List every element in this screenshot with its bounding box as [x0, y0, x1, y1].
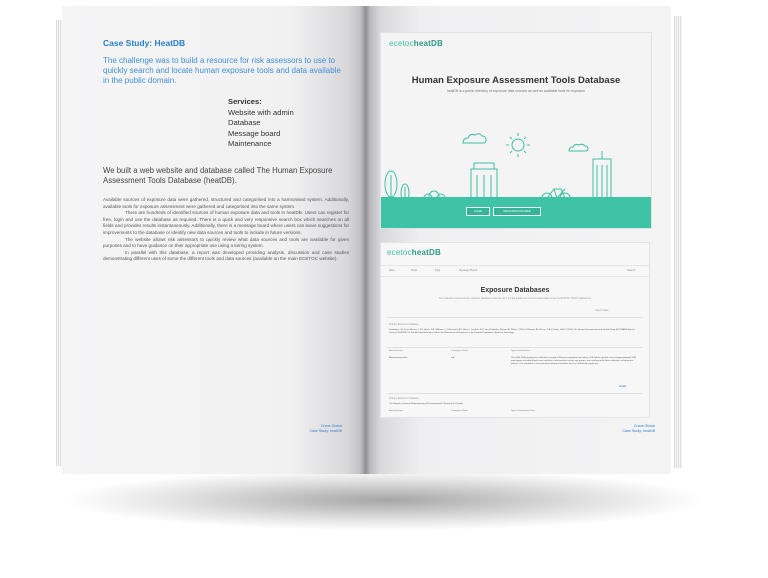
services-heading: Services: [228, 97, 262, 106]
homepage-screenshot [380, 32, 652, 229]
details-link[interactable]: Details [619, 385, 627, 388]
footer-caption: Case Study: heatDB [622, 429, 655, 433]
tab-tools[interactable]: Tools [411, 269, 418, 272]
book-shadow [70, 470, 700, 530]
footer-caption: Case Study: heatDB [309, 429, 342, 433]
open-brochure [62, 6, 674, 476]
divider [387, 317, 643, 318]
field-label: Category of Data [451, 350, 468, 352]
heatdb-logo [389, 39, 443, 48]
sun-rays-icon [506, 133, 530, 157]
field-label: Type of Information [511, 350, 530, 352]
city-illustration [381, 95, 651, 203]
left-page [62, 6, 365, 474]
field-label: Activity Scope [389, 410, 403, 412]
field-value: The 2004 2006 programme collected a sample of Flemish population (including a 24h follow-up) that covered approximately 2000 participants including blood, urine and hair in the baseline survey, age groups, area and period of data collection; including two phases. The variations in concentrations between locations was not statistically significant. [511, 357, 637, 366]
challenge-text: The challenge was to build a resource for risk assessors to use to quickly search and locate human exposure tools and data available in the public domain. [103, 56, 341, 85]
divider [387, 393, 643, 394]
body-paragraph: There are hundreds of identified sources of human exposure data and tools in heatDB. Users can register for free, login and use the database as required. There is a quick and very responsive search box which searches on all fields and provides results instantaneously. Additionally, there is a message board where users can leave suggestions for improvements to the database or identify new data sources and tools to include in future versions. [103, 210, 349, 235]
case-study-title: Case Study: HeatDB [103, 38, 186, 48]
section-title: Exposure Databases [480, 287, 550, 294]
tab-message-board[interactable]: Message Board [459, 269, 478, 272]
left-footer [242, 424, 342, 434]
tab-search[interactable]: Search [627, 269, 636, 272]
hero-subtitle: heatDB is a public directory of exposure data sources as well as available tools for exposure [446, 89, 586, 93]
register-button[interactable]: REGISTER FOR FREE [493, 207, 541, 216]
hero-band [381, 197, 651, 228]
book-gutter [360, 6, 370, 474]
sun-icon [512, 139, 524, 151]
body-paragraph: Available sources of exposure data were gathered, structured and categorised into a harmonised system. Additionally, available tools for exposure assessment were gathered and categorised into the same system. [103, 197, 349, 209]
built-statement: We built a web website and database called The Human Exposure Assessment Tools Database (heatDB). [103, 166, 333, 185]
login-button[interactable]: LOGIN [466, 207, 490, 216]
services-list [228, 97, 294, 150]
footer-company: Crane Global [320, 424, 342, 428]
search-data-link[interactable]: Search Data [595, 309, 609, 312]
body-paragraph: In parallel with this database, a report was developed providing analysis, discussion and case studies demonstrating different uses of some the different tools and data sources (available on the main ECETOC website). [103, 249, 349, 262]
heatdb-logo [387, 248, 441, 257]
hero-title: Human Exposure Assessment Tools Database [411, 75, 621, 86]
record-label: Primary Exposure Database [389, 397, 419, 400]
service-item: Maintenance [228, 139, 272, 148]
page-stack-right [674, 16, 682, 468]
databases-screenshot [380, 242, 650, 418]
tab-faq[interactable]: FAQ [435, 269, 441, 272]
divider [387, 347, 643, 348]
field-value: Lab [451, 357, 455, 359]
field-label: Type of Information Data [511, 410, 535, 412]
body-paragraph: The website allows risk assessors to quickly review what data sources and tools are available for given purposes and to have guidance on their appropriate use using a tiering system. [103, 236, 349, 249]
section-subtitle: This collection represents the exposure databases listed as tier 1 in high quality and recommended data for use by ECETOC TR107 website list. [438, 297, 592, 300]
record-citation: Deadman, L.B. Ferre-Ekmas, L.P.F. Harris, P.R. Willams, L.J. Bruneetti, A.F. Dlow, L. Loudain, A.V. Van Cambelier, Mhoren B. Wilkes, T.W.H. & Minnan, AL. A Linn, T.A. & Kodia, H.E.P. (2016) The Human Environment and Health Study (ECOHAHE Round Drivers) 2004/2017 In 'Establishing Reference Values for Biomarkers of Exposure in the Flemish Population', Annex of Toxicology [389, 329, 635, 335]
logo-suffix: heatDB [413, 39, 443, 48]
service-item: Message board [228, 128, 281, 138]
right-page [365, 6, 671, 474]
cloud-icon [569, 144, 588, 151]
field-label: Activity Scope [389, 350, 403, 352]
tab-data[interactable]: Data [389, 269, 395, 272]
logo-prefix: ecetoc [387, 248, 412, 257]
body-text [103, 197, 349, 263]
cloud-icon [463, 134, 486, 143]
service-item: Website with admin [228, 107, 294, 117]
record-title: The Report on Human Biomonitoring of Environmental Chemicals in Canada [389, 403, 464, 405]
service-item: Database [228, 118, 261, 127]
record-label: Primary Exposure Database [389, 323, 419, 326]
footer-company: Crane Global [633, 424, 655, 428]
field-label: Category of Data [451, 410, 468, 412]
nav-tabs [381, 265, 649, 277]
logo-prefix: ecetoc [389, 39, 414, 48]
logo-suffix: heatDB [411, 248, 441, 257]
field-value: Biomonitoring data [389, 357, 408, 359]
tower-icon [593, 151, 611, 203]
right-footer [555, 424, 655, 434]
